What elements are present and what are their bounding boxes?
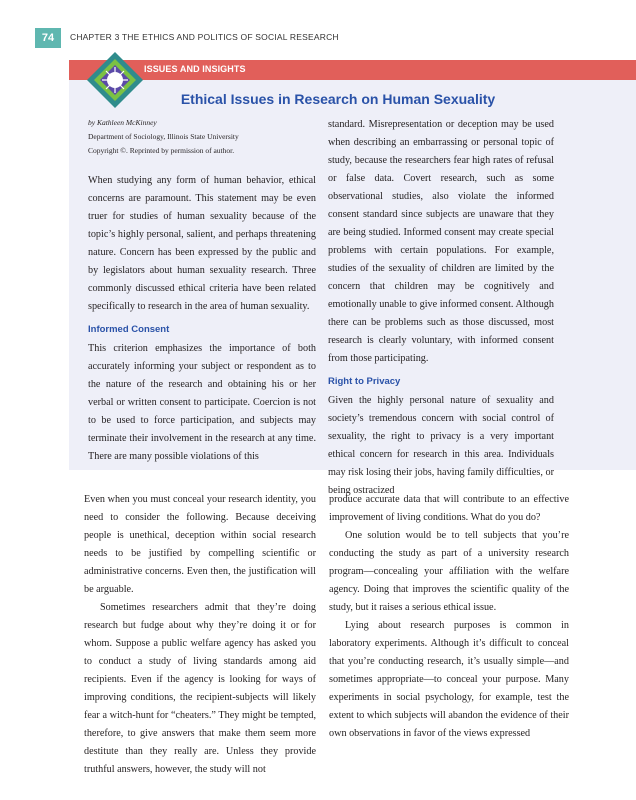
body-paragraph: Even when you must conceal your research identity, you need to consider the following. Because deceiving people is unethical, deception within social research needs to be justified by compelling scientific or administrative concerns. Even then, the justification will be arguable. [84, 494, 316, 595]
section-heading-right-to-privacy: Right to Privacy [328, 376, 401, 387]
body-paragraph: produce accurate data that will contribute to an effective improvement of living conditions. What do you do? [329, 494, 569, 523]
informed-consent-paragraph: This criterion emphasizes the importance of both accurately informing your subject or respondent as to the nature of the research and obtaining his or her verbal or written consent to participate. Coercion is not to be used to force participation, and subjects may terminate their involvement in the research at any time. There are many possible violations of this [88, 343, 316, 462]
main-left-column [84, 491, 316, 779]
byline [88, 116, 316, 158]
byline-affiliation: Department of Sociology, Illinois State University [88, 132, 239, 141]
body-paragraph: Lying about research purposes is common in laboratory experiments. Although it’s difficult to conceal that you’re conducting research, it’s usually simple—and sometimes appropriate—to conceal your purpose. Many experiments in social psychology, for example, test the extent to which subjects will abandon the evidence of their own observations in favor of the views expressed [329, 620, 569, 739]
body-paragraph: One solution would be to tell subjects that you’re conducting the study as part of a university research program—concealing your affiliation with the welfare agency. Doing that improves the scientific quality of the study, but it raises a serious ethical issue. [329, 530, 569, 613]
informed-consent-continued-paragraph: standard. Misrepresentation or deception may be used when describing an embarrassing or personal topic of study, because the researchers fear high rates of refusal or false data. Covert research, such as some observational studies, also violate the informed consent standard since subjects are unaware that they are being studied. Informed consent may create special problems with certain populations. For example, studies of the sexuality of children are limited by the concern that children may be cognitively and emotionally unable to give informed consent. Although there can be problems such as those discussed, most research is clearly voluntary, with informed consent from those participating. [328, 119, 554, 364]
right-to-privacy-paragraph: Given the highly personal nature of sexuality and society’s tremendous concern with social control of sexuality, the right to privacy is a very important ethical concern for research in this area. Individuals may risk losing their jobs, having family difficulties, or being ostracized [328, 395, 554, 496]
byline-author: by Kathleen McKinney [88, 118, 157, 127]
banner-label: ISSUES AND INSIGHTS [144, 64, 246, 74]
byline-copyright: Copyright ©. Reprinted by permission of author. [88, 146, 235, 155]
main-right-column [329, 491, 569, 743]
chapter-running-head: CHAPTER 3 THE ETHICS AND POLITICS OF SOCIAL RESEARCH [70, 32, 339, 42]
box-intro-paragraph: When studying any form of human behavior, ethical concerns are paramount. This statement may be even truer for studies of human sexuality because of the topic’s highly personal, salient, and perhaps threatening nature. Concern has been expressed by the public and by legislators about human sexuality research. Three commonly discussed ethical criteria have been related specifically to research in the area of human sexuality. [88, 175, 316, 312]
box-title: Ethical Issues in Research on Human Sexuality [180, 91, 496, 107]
box-right-column [328, 116, 554, 500]
section-heading-informed-consent: Informed Consent [88, 324, 170, 335]
box-left-column [88, 116, 316, 466]
body-paragraph: Sometimes researchers admit that they’re doing research but fudge about why they’re doing it or for whom. Suppose a public welfare agency has asked you to conduct a study of living standards among aid recipients. Even if the agency is looking for ways of improving conditions, the recipient-subjects will likely fear a witch-hunt for “cheaters.” They might be tempted, therefore, to give answers that make them seem more destitute than they really are. Unless they provide truthful answers, however, the study will not [84, 602, 316, 775]
page-number: 74 [35, 28, 61, 48]
